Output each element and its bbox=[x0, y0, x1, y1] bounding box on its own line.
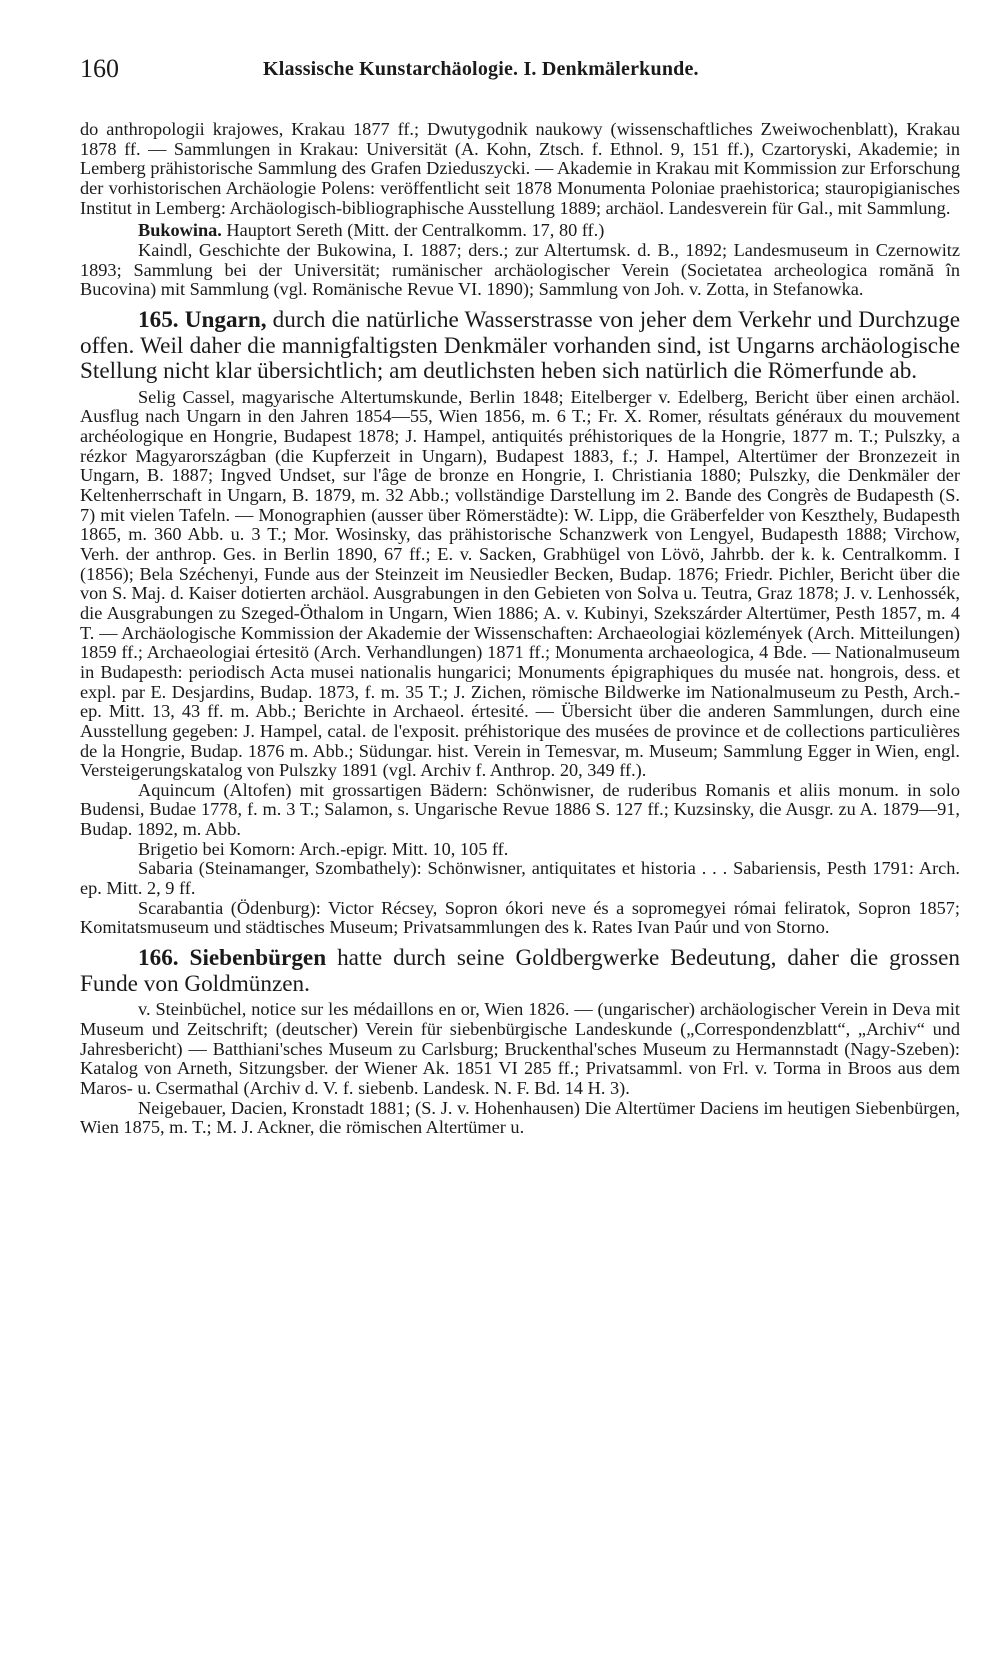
section-166 bbox=[80, 946, 960, 997]
polish-bibliography bbox=[80, 120, 960, 300]
paragraph-polish-sources: do anthropologii krajowes, Krakau 1877 ff.; Dwutygodnik naukowy (wissenschaftliches Zweiwochenblatt), Krakau 1878 ff. — Sammlungen in Krakau: Universität (A. Kohn, Ztsch. f. Ethnol. 9, 151 ff.), Czartoryski, Akademie; in Lemberg prähistorische Sammlung des Grafen Dzieduszycki. — Akademie in Krakau mit Kommission zur Erforschung der vorhistorischen Archäologie Polens: veröffentlicht seit 1878 Monumenta Poloniae praehistorica; stauropigianisches Institut in Lemberg: Archäologisch-bibliographische Ausstellung 1889; archäol. Landesverein für Gal., mit Sammlung. bbox=[80, 119, 960, 218]
paragraph-dacia-sources: Neigebauer, Dacien, Kronstadt 1881; (S. J. v. Hohenhausen) Die Altertümer Daciens im heutigen Siebenbürgen, Wien 1875, m. T.; M. J. Ackner, die römischen Altertümer u. bbox=[80, 1097, 960, 1138]
section-165-text bbox=[80, 308, 960, 385]
hungary-bibliography bbox=[80, 388, 960, 938]
running-title: Klassische Kunstarchäologie. I. Denkmälerkunde. bbox=[263, 58, 699, 80]
page-number: 160 bbox=[80, 54, 119, 83]
paragraph-brigetio: Brigetio bei Komorn: Arch.-epigr. Mitt. 10, 105 ff. bbox=[138, 838, 509, 859]
section-165 bbox=[80, 308, 960, 385]
section-166-text bbox=[80, 946, 960, 997]
paragraph-transylvania-sources: v. Steinbüchel, notice sur les médaillons en or, Wien 1826. — (ungarischer) archäologischer Verein in Deva mit Museum und Zeitschrift; (deutscher) Verein für siebenbürgische Landeskunde („Correspondenzblatt“, „Archiv“ und Jahresbericht) — Batthiani'sches Museum zu Carlsburg; Bruckenthal'sches Museum zu Hermannstadt (Nagy-Szeben): Katalog von Arneth, Sitzungsber. der Wiener Ak. 1851 VI 285 ff.; Privatsamml. von Frl. v. Torma in Broos aus dem Maros- u. Csermathal (Archiv d. V. f. siebenb. Landesk. N. F. Bd. 14 H. 3). bbox=[80, 999, 960, 1098]
paragraph-scarabantia: Scarabantia (Ödenburg): Victor Récsey, Sopron ókori neve és a sopromegyei római feliratok, Sopron 1857; Komitatsmuseum und städtisches Museum; Privatsammlungen des k. Rates Ivan Paúr und von Storno. bbox=[80, 897, 960, 938]
paragraph-bukowina-sources: Kaindl, Geschichte der Bukowina, I. 1887; ders.; zur Altertumsk. d. B., 1892; Landesmuseum in Czernowitz 1893; Sammlung bei der Universität; rumänischer archäologischer Verein (Societatea archeologica romănă în Bucovina) mit Sammlung (vgl. Romänische Revue VI. 1890); Sammlung von Joh. v. Zotta, in Stefanowka. bbox=[80, 239, 960, 300]
paragraph-hungary-sources: Selig Cassel, magyarische Altertumskunde, Berlin 1848; Eitelberger v. Edelberg, Bericht über einen archäol. Ausflug nach Ungarn in den Jahren 1854—55, Wien 1856, m. 6 T.; Fr. X. Romer, résultats généraux du mouvement archéologique en Hongrie, Budapest 1878; J. Hampel, antiquités préhistoriques de la Hongrie, 1877 m. T.; Pulszky, a rézkor Magyarországban (die Kupferzeit in Ungarn), Budapest 1883, f.; J. Hampel, Altertümer der Bronzezeit in Ungarn, B. 1887; Ingved Undset, sur l'âge de bronze en Hongrie, I. Christiania 1880; Pulszky, die Denkmäler der Keltenherrschaft in Ungarn, B. 1879, m. 32 Abb.; vollständige Darstellung im 2. Bande des Congrès de Budapesth (S. 7) mit vielen Tafeln. — Monographien (ausser über Römerstädte): W. Lipp, die Gräberfelder von Keszthely, Budapesth 1865, m. 360 Abb. u. 3 T.; Mor. Wosinsky, das prähistorische Schanzwerk von Lengyel, Budapesth 1888; Virchow, Verh. der anthrop. Ges. in Berlin 1890, 67 ff.; E. v. Sacken, Grabhügel von Lövö, Jahrbb. der k. k. Centralkomm. I (1856); Bela Széchenyi, Funde aus der Steinzeit im Neusiedler Becken, Budap. 1876; Friedr. Pichler, Bericht über die von S. Maj. d. Kaiser dotierten archäol. Ausgrabungen in den Gebieten von Solva u. Teutra, Graz 1878; J. v. Lenhossék, die Ausgrabungen zu Szeged-Öthalom in Ungarn, Wien 1886; A. v. Kubinyi, Szekszárder Altertümer, Pesth 1857, m. 4 T. — Archäologische Kommission der Akademie der Wissenschaften: Archaeologiai közlemények (Arch. Mitteilungen) 1859 ff.; Archaeologiai értesitö (Arch. Verhandlungen) 1871 ff.; Monumenta archaeologica, 4 Bde. — Nationalmuseum in Budapesth: periodisch Acta musei nationalis hungarici; Monuments épigraphiques du musée nat. hongrois, dess. et expl. par E. Desjardins, Budap. 1873, f. m. 35 T.; J. Zichen, römische Bildwerke im Nationalmuseum zu Pesth, Arch.-ep. Mitt. 13, 43 ff. m. Abb.; Berichte in Archaeol. értesité. — Übersicht über die anderen Sammlungen, durch eine Ausstellung gegeben: J. Hampel, catal. de l'exposit. préhistorique des musées de province et de collections particulières de la Hongrie, Budap. 1876 m. Abb.; Südungar. hist. Verein in Temesvar, m. Museum; Sammlung Egger in Wien, engl. Versteigerungskatalog von Pulszky 1891 (vgl. Archiv f. Anthrop. 20, 349 ff.). bbox=[80, 386, 960, 781]
section-165-number: 165. bbox=[138, 306, 179, 333]
paragraph-sabaria: Sabaria (Steinamanger, Szombathely): Schönwisner, antiquitates et historia . . . Sabariensis, Pesth 1791: Arch. ep. Mitt. 2, 9 ff. bbox=[80, 858, 960, 899]
section-166-title: Siebenbürgen bbox=[189, 945, 327, 972]
paragraph-bukowina-heading bbox=[80, 221, 960, 241]
bukowina-text: Hauptort Sereth (Mitt. der Centralkomm. 17, 80 ff.) bbox=[221, 220, 605, 241]
page-header bbox=[80, 54, 960, 94]
section-165-body: durch die natürliche Wasserstrasse von jeher dem Verkehr und Durchzuge offen. Weil daher die mannigfaltigsten Denkmäler vorhanden sind, ist Ungarns archäologische Stellung nicht klar übersichtlich; am deutlichsten heben sich natürlich die Römerfunde ab. bbox=[80, 306, 960, 385]
section-165-title: Ungarn, bbox=[184, 306, 267, 333]
section-166-number: 166. bbox=[138, 945, 179, 972]
transylvania-bibliography bbox=[80, 1000, 960, 1138]
section-166-body: hatte durch seine Goldbergwerke Bedeutung, daher die grossen Funde von Goldmünzen. bbox=[80, 945, 960, 997]
page-body bbox=[80, 120, 960, 1138]
bukowina-label: Bukowina. bbox=[138, 220, 222, 241]
paragraph-aquincum: Aquincum (Altofen) mit grossartigen Bädern: Schönwisner, de ruderibus Romanis et aliis monum. in solo Budensi, Budae 1778, f. m. 3 T.; Salamon, s. Ungarische Revue 1886 S. 127 ff.; Kuzsinsky, die Ausgr. zu A. 1879—91, Budap. 1892, m. Abb. bbox=[80, 779, 960, 840]
